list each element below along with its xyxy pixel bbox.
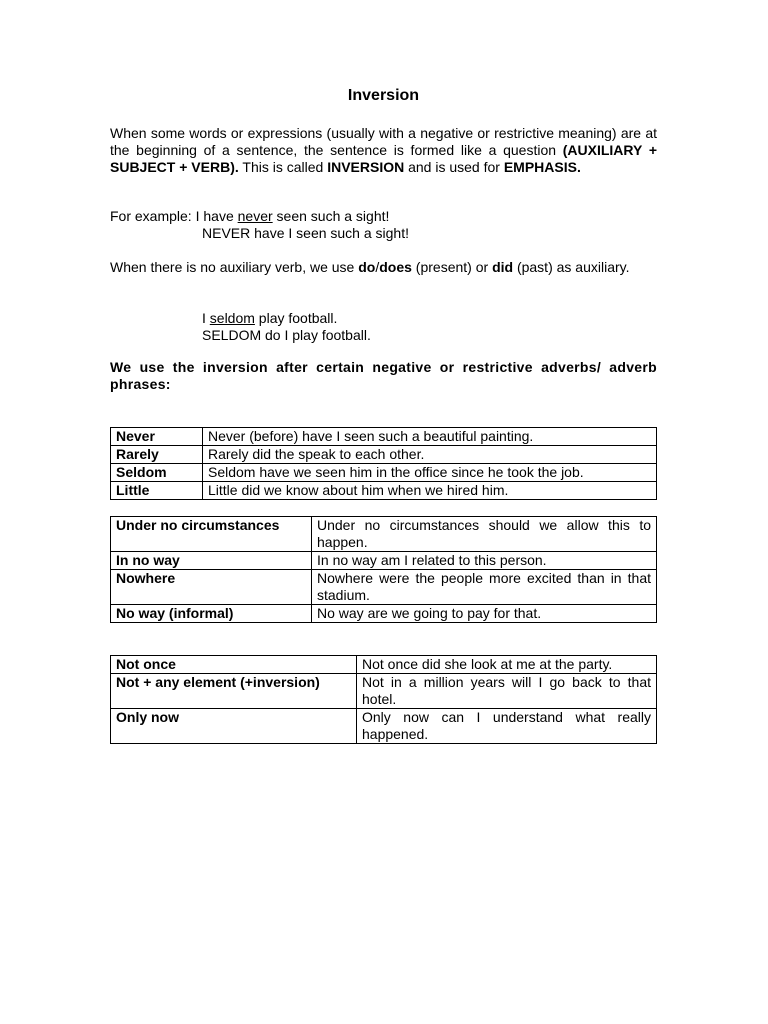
intro-term-emphasis: EMPHASIS. — [503, 159, 581, 175]
example-2-original: I seldom play football. — [202, 310, 338, 326]
term-did: did — [492, 259, 514, 275]
intro-text: When some words or expressions (usually with a negative or restrictive meaning) are at the beginning of a sentence, the sentence is formed like a question — [110, 125, 657, 158]
table-term: No way (informal) — [111, 605, 312, 623]
table-row — [111, 517, 657, 552]
table-term: Nowhere — [111, 570, 312, 605]
table-example: Rarely did the speak to each other. — [203, 446, 657, 464]
table-term: Under no circumstances — [111, 517, 312, 552]
intro-text: and is used for — [404, 159, 504, 175]
table-example: Not in a million years will I go back to that hotel. — [357, 674, 657, 709]
table-term: In no way — [111, 552, 312, 570]
table-term: Seldom — [111, 464, 203, 482]
table-row — [111, 674, 657, 709]
table-term: Not once — [111, 656, 357, 674]
table-row — [111, 482, 657, 500]
underlined-word: never — [237, 208, 273, 224]
adverbs-table-3 — [110, 655, 657, 744]
table-term: Not + any element (+inversion) — [111, 674, 357, 709]
table-row — [111, 656, 657, 674]
example-2 — [110, 310, 657, 344]
adverbs-table-1 — [110, 427, 657, 500]
table-row — [111, 428, 657, 446]
table-term: Little — [111, 482, 203, 500]
example-1-inverted: NEVER have I seen such a sight! — [202, 225, 409, 241]
term-do: do — [358, 259, 376, 275]
adverbs-table-2 — [110, 516, 657, 623]
example-1-original: For example: I have never seen such a sight! — [110, 208, 390, 224]
table-row — [111, 605, 657, 623]
intro-paragraph — [110, 125, 657, 176]
table-example: Under no circumstances should we allow this to happen. — [312, 517, 657, 552]
table-example: Seldom have we seen him in the office since he took the job. — [203, 464, 657, 482]
table-example: Nowhere were the people more excited than in that stadium. — [312, 570, 657, 605]
example-1 — [110, 208, 657, 242]
table-example: Little did we know about him when we hired him. — [203, 482, 657, 500]
intro-formula: (AUXILIARY + SUBJECT + VERB). — [110, 142, 657, 175]
underlined-word: seldom — [209, 310, 255, 326]
table-term: Rarely — [111, 446, 203, 464]
table-row — [111, 570, 657, 605]
auxiliary-paragraph: When there is no auxiliary verb, we use do/does (present) or did (past) as auxiliary. — [110, 259, 630, 275]
table-example: Never (before) have I seen such a beautiful painting. — [203, 428, 657, 446]
table-row — [111, 552, 657, 570]
table-example: Only now can I understand what really happened. — [357, 709, 657, 744]
table-term: Never — [111, 428, 203, 446]
intro-text: This is called — [238, 159, 328, 175]
table-example: No way are we going to pay for that. — [312, 605, 657, 623]
table-example: Not once did she look at me at the party. — [357, 656, 657, 674]
table-row — [111, 446, 657, 464]
table-row — [111, 709, 657, 744]
table-row — [111, 464, 657, 482]
term-does: does — [379, 259, 412, 275]
table-term: Only now — [111, 709, 357, 744]
table-example: In no way am I related to this person. — [312, 552, 657, 570]
page-title: Inversion — [347, 87, 420, 104]
intro-term-inversion: INVERSION — [327, 159, 405, 175]
example-2-inverted: SELDOM do I play football. — [202, 327, 371, 343]
adverbs-heading: We use the inversion after certain negative or restrictive adverbs/ adverb phrases: — [110, 359, 657, 392]
